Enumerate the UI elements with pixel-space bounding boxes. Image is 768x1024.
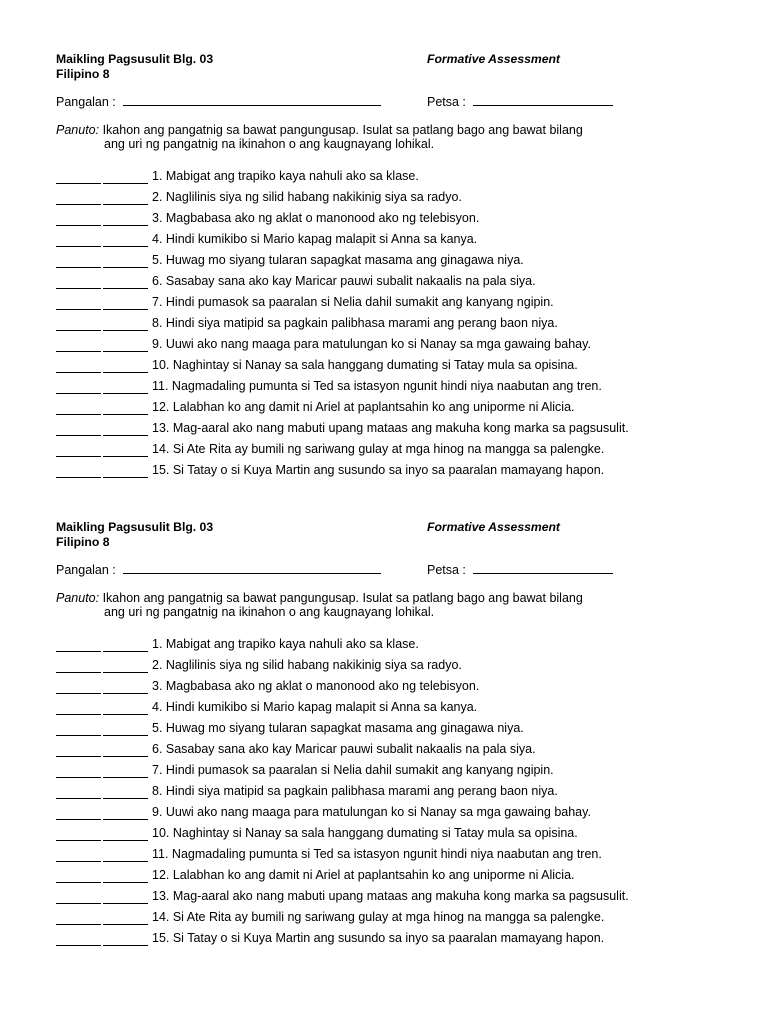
question-list (56, 631, 736, 946)
list-item (56, 631, 736, 652)
answer-blank[interactable] (56, 851, 148, 862)
date-row (427, 94, 613, 110)
list-item (56, 925, 736, 946)
list-item (56, 247, 736, 268)
question-text: 14. Si Ate Rita ay bumili ng sariwang gulay at mga hinog na mangga sa palengke. (152, 910, 605, 924)
list-item (56, 415, 736, 436)
list-item (56, 226, 736, 247)
list-item (56, 883, 736, 904)
question-text: 14. Si Ate Rita ay bumili ng sariwang gulay at mga hinog na mangga sa palengke. (152, 442, 605, 456)
question-text: 11. Nagmadaling pumunta si Ted sa istasyon ngunit hindi niya naabutan ang tren. (152, 847, 602, 861)
quiz-sheet-1 (0, 52, 768, 522)
answer-blank[interactable] (56, 704, 148, 715)
name-label: Pangalan : (56, 95, 116, 109)
answer-blank[interactable] (56, 914, 148, 925)
answer-blank[interactable] (56, 746, 148, 757)
instructions-label: Panuto: (56, 123, 100, 137)
question-text: 9. Uuwi ako nang maaga para matulungan ko si Nanay sa mga gawaing bahay. (152, 337, 591, 351)
list-item (56, 757, 736, 778)
name-blank[interactable] (123, 94, 381, 106)
question-text: 7. Hindi pumasok sa paaralan si Nelia dahil sumakit ang kanyang ngipin. (152, 763, 554, 777)
question-text: 12. Lalabhan ko ang damit ni Ariel at paplantsahin ko ang uniporme ni Alicia. (152, 868, 575, 882)
question-text: 6. Sasabay sana ako kay Maricar pauwi subalit nakaalis na pala siya. (152, 742, 536, 756)
quiz-title: Maikling Pagsusulit Blg. 03 (56, 520, 214, 534)
question-text: 13. Mag-aaral ako nang mabuti upang mataas ang makuha kong marka sa pagsusulit. (152, 889, 629, 903)
instructions-line-2: ang uri ng pangatnig na ikinahon o ang kaugnayang lohikal. (104, 137, 435, 151)
question-text: 3. Magbabasa ako ng aklat o manonood ako ng telebisyon. (152, 679, 480, 693)
question-text: 5. Huwag mo siyang tularan sapagkat masama ang ginagawa niya. (152, 253, 524, 267)
list-item (56, 862, 736, 883)
answer-blank[interactable] (56, 809, 148, 820)
subject-label: Filipino 8 (56, 535, 110, 549)
instructions-label: Panuto: (56, 591, 100, 605)
list-item (56, 820, 736, 841)
question-text: 12. Lalabhan ko ang damit ni Ariel at paplantsahin ko ang uniporme ni Alicia. (152, 400, 575, 414)
list-item (56, 373, 736, 394)
list-item (56, 352, 736, 373)
answer-blank[interactable] (56, 935, 148, 946)
name-row (56, 562, 381, 578)
question-text: 2. Naglilinis siya ng silid habang nakikinig siya sa radyo. (152, 190, 462, 204)
answer-blank[interactable] (56, 404, 148, 415)
answer-blank[interactable] (56, 641, 148, 652)
answer-blank[interactable] (56, 788, 148, 799)
instructions-line-1: Ikahon ang pangatnig sa bawat pangungusap. Isulat sa patlang bago ang bawat bilang (99, 123, 583, 137)
list-item (56, 652, 736, 673)
list-item (56, 268, 736, 289)
question-text: 6. Sasabay sana ako kay Maricar pauwi subalit nakaalis na pala siya. (152, 274, 536, 288)
question-text: 8. Hindi siya matipid sa pagkain palibhasa marami ang perang baon niya. (152, 316, 558, 330)
answer-blank[interactable] (56, 173, 148, 184)
assessment-type: Formative Assessment (427, 52, 560, 66)
answer-blank[interactable] (56, 362, 148, 373)
list-item (56, 715, 736, 736)
list-item (56, 736, 736, 757)
list-item (56, 331, 736, 352)
date-blank[interactable] (473, 562, 613, 574)
answer-blank[interactable] (56, 467, 148, 478)
name-row (56, 94, 381, 110)
question-text: 4. Hindi kumikibo si Mario kapag malapit si Anna sa kanya. (152, 700, 478, 714)
answer-blank[interactable] (56, 341, 148, 352)
answer-blank[interactable] (56, 830, 148, 841)
list-item (56, 778, 736, 799)
quiz-sheet-2 (0, 520, 768, 990)
answer-blank[interactable] (56, 194, 148, 205)
answer-blank[interactable] (56, 215, 148, 226)
answer-blank[interactable] (56, 662, 148, 673)
answer-blank[interactable] (56, 278, 148, 289)
question-list (56, 163, 736, 478)
instructions-line-1: Ikahon ang pangatnig sa bawat pangungusap. Isulat sa patlang bago ang bawat bilang (99, 591, 583, 605)
list-item (56, 799, 736, 820)
question-text: 1. Mabigat ang trapiko kaya nahuli ako sa klase. (152, 637, 419, 651)
list-item (56, 289, 736, 310)
quiz-heading (56, 52, 213, 82)
answer-blank[interactable] (56, 425, 148, 436)
list-item (56, 184, 736, 205)
question-text: 1. Mabigat ang trapiko kaya nahuli ako sa klase. (152, 169, 419, 183)
list-item (56, 310, 736, 331)
date-label: Petsa : (427, 95, 466, 109)
instructions (56, 123, 676, 151)
list-item (56, 163, 736, 184)
instructions (56, 591, 676, 619)
assessment-type: Formative Assessment (427, 520, 560, 534)
question-text: 15. Si Tatay o si Kuya Martin ang susundo sa inyo sa paaralan mamayang hapon. (152, 931, 605, 945)
question-text: 9. Uuwi ako nang maaga para matulungan ko si Nanay sa mga gawaing bahay. (152, 805, 591, 819)
quiz-heading (56, 520, 213, 550)
question-text: 7. Hindi pumasok sa paaralan si Nelia dahil sumakit ang kanyang ngipin. (152, 295, 554, 309)
question-text: 5. Huwag mo siyang tularan sapagkat masama ang ginagawa niya. (152, 721, 524, 735)
answer-blank[interactable] (56, 236, 148, 247)
question-text: 3. Magbabasa ako ng aklat o manonood ako ng telebisyon. (152, 211, 480, 225)
subject-label: Filipino 8 (56, 67, 110, 81)
question-text: 10. Naghintay si Nanay sa sala hanggang dumating si Tatay mula sa opisina. (152, 358, 578, 372)
question-text: 15. Si Tatay o si Kuya Martin ang susundo sa inyo sa paaralan mamayang hapon. (152, 463, 605, 477)
question-text: 13. Mag-aaral ako nang mabuti upang mataas ang makuha kong marka sa pagsusulit. (152, 421, 629, 435)
list-item (56, 694, 736, 715)
answer-blank[interactable] (56, 725, 148, 736)
question-text: 10. Naghintay si Nanay sa sala hanggang dumating si Tatay mula sa opisina. (152, 826, 578, 840)
list-item (56, 904, 736, 925)
question-text: 2. Naglilinis siya ng silid habang nakikinig siya sa radyo. (152, 658, 462, 672)
question-text: 11. Nagmadaling pumunta si Ted sa istasyon ngunit hindi niya naabutan ang tren. (152, 379, 602, 393)
answer-blank[interactable] (56, 257, 148, 268)
list-item (56, 394, 736, 415)
list-item (56, 436, 736, 457)
answer-blank[interactable] (56, 767, 148, 778)
question-text: 4. Hindi kumikibo si Mario kapag malapit si Anna sa kanya. (152, 232, 478, 246)
answer-blank[interactable] (56, 320, 148, 331)
answer-blank[interactable] (56, 683, 148, 694)
list-item (56, 205, 736, 226)
list-item (56, 673, 736, 694)
answer-blank[interactable] (56, 872, 148, 883)
quiz-title: Maikling Pagsusulit Blg. 03 (56, 52, 214, 66)
date-label: Petsa : (427, 563, 466, 577)
answer-blank[interactable] (56, 446, 148, 457)
question-text: 8. Hindi siya matipid sa pagkain palibhasa marami ang perang baon niya. (152, 784, 558, 798)
name-blank[interactable] (123, 562, 381, 574)
answer-blank[interactable] (56, 893, 148, 904)
list-item (56, 457, 736, 478)
instructions-line-2: ang uri ng pangatnig na ikinahon o ang kaugnayang lohikal. (104, 605, 435, 619)
date-blank[interactable] (473, 94, 613, 106)
list-item (56, 841, 736, 862)
date-row (427, 562, 613, 578)
answer-blank[interactable] (56, 299, 148, 310)
name-label: Pangalan : (56, 563, 116, 577)
answer-blank[interactable] (56, 383, 148, 394)
